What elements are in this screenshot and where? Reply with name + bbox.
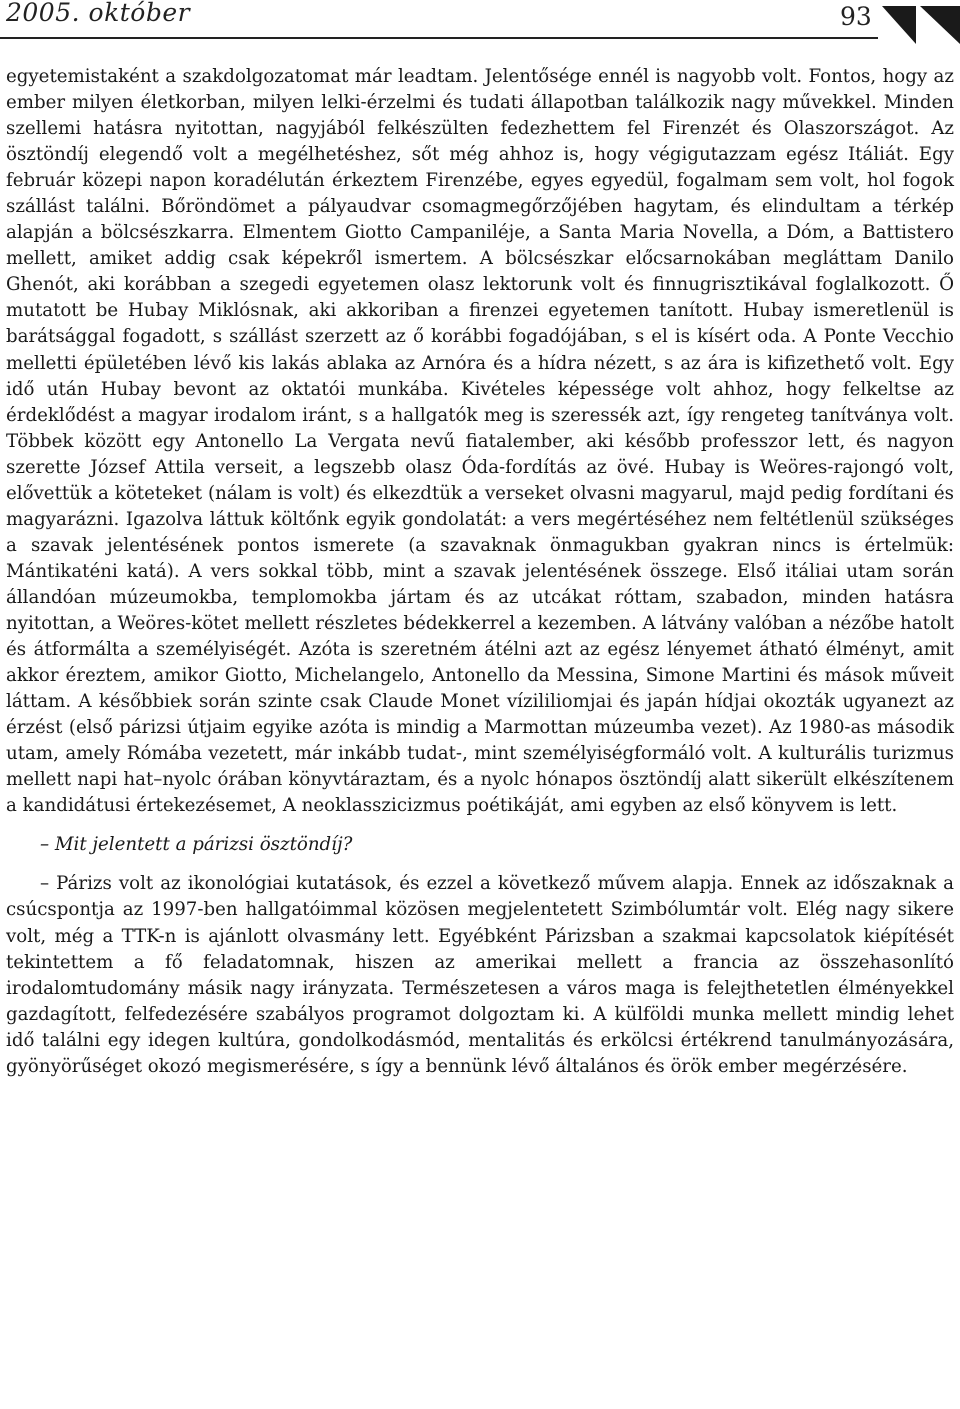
- interview-question: – Mit jelentett a párizsi ösztöndíj?: [40, 834, 353, 856]
- page-number: 93: [840, 2, 872, 31]
- interview-answer: – Párizs volt az ikonológiai kutatások, és ezzel a következő művem alapja. Ennek az időszaknak a csúcspontja az 1997-ben hallgatóimmal közösen megjelentetett Szimbólumtár volt. Elég nagy sikere volt, még a TTK-n is ajánlott olvasmány lett. Egyébként Párizsban a szakmai kapcsolatok kiépítését tekintettem a fő feladatomnak, hiszen az amerikai mellett a francia az összehasonlító irodalomtudomány másik nagy irányzata. Természetesen a város maga is felejthetetlen élményekkel gazdagított, felfedezésére szabályos programot dolgoztam ki. A külföldi munka mellett mindig lehet idő találni egy idegen kultúra, gondolkodásmód, mentalitás és erkölcsi értékrend tanulmányozására, gyönyörűséget okozó megismerésére, s így a bennünk lévő általános és örök ember megérzésére.: [6, 873, 954, 1077]
- article-body: [6, 64, 954, 1080]
- chevron-mark-icon: [882, 6, 960, 44]
- header-rule: [0, 37, 878, 39]
- body-paragraph: egyetemistaként a szakdolgozatomat már leadtam. Jelentősége ennél is nagyobb volt. Fontos, hogy az ember milyen életkorban, milyen lelki-érzelmi és tudati állapotban találkozik nagy művekkel. Minden szellemi hatásra nyitottan, nagyjából felkészülten fedezhettem fel Firenzét és Olaszországot. Az ösztöndíj elegendő volt a megélhetéshez, sőt még ahhoz is, hogy végigutazzam egész Itáliát. Egy február közepi napon koradélután érkeztem Firenzébe, egyes egyedül, fogalmam sem volt, hol fogok szállást találni. Bőröndömet a pályaudvar csomagmegőrzőjében hagytam, és elindultam a térkép alapján a bölcsészkarra. Elmentem Giotto Campaniléje, a Santa Maria Novella, a Dóm, a Battistero mellett, amiket addig csak képekről ismertem. A bölcsészkar előcsarnokában megláttam Danilo Ghenót, aki korábban a szegedi egyetemen olasz lektorunk volt és finnugrisztikával foglalkozott. Ő mutatott be Hubay Miklósnak, aki akkoriban a firenzei egyetemen tanított. Hubay ismeretlenül is barátsággal fogadott, s szállást szerzett az ő korábbi fogadójában, s el is kísért oda. A Ponte Vecchio melletti épületében lévő kis lakás ablaka az Arnóra és a hídra nézett, s az ára is kifizethető volt. Egy idő után Hubay bevont az oktatói munkába. Kivételes képessége volt ahhoz, hogy felkeltse az érdeklődést a magyar irodalom iránt, s a hallgatók meg is szeressék azt, így rengeteg tanítványa volt. Többek között egy Antonello La Vergata nevű fiatalember, aki később professzor lett, és nagyon szerette József Attila verseit, a legszebb olasz Óda-fordítás az övé. Hubay is Weöres-rajongó volt, elővettük a köteteket (nálam is volt) és elkezdtük a verseket olvasni magyarul, majd pedig fordítani és magyarázni. Igazolva láttuk költőnk egyik gondolatát: a vers megértéséhez nem feltétlenül szükséges a szavak jelentésének pontos ismerete (a szavaknak önmagukban gyakran nincs is értelmük: Mántikaténi katá). A vers sokkal több, mint a szavak jelentésének összege. Első itáliai utam során állandóan múzeumokba, templomokba jártam és az utcákat róttam, szabadon, minden hatásra nyitottan, a Weöres-kötet mellett részletes bédekkerrel a kezemben. A látvány valóban a nézőbe hatolt és átformálta a személyiségét. Azóta is szeretném átélni azt az egész lényemet átható élményt, amit akkor éreztem, amikor Giotto, Michelangelo, Antonello da Messina, Simone Martini és mások műveit láttam. A későbbiek során szinte csak Claude Monet vízililiomjai és japán hídjai okozták ugyanezt az érzést (első párizsi útjaim egyike azóta is mindig a Marmottan múzeumba vezet). Az 1980-as második utam, amely Rómába vezetett, már inkább tudat-, mint személyiségformáló volt. A kulturális turizmus mellett napi hat–nyolc órában könyvtáraztam, és a nyolc hónapos ösztöndíj alatt sikerült elkészítenem a kandidátusi értekezésemet, A neoklasszicizmus poétikáját, ami egyben az első könyvem is lett.: [6, 66, 954, 817]
- header-date: 2005. október: [6, 0, 191, 27]
- page-header: [0, 0, 960, 56]
